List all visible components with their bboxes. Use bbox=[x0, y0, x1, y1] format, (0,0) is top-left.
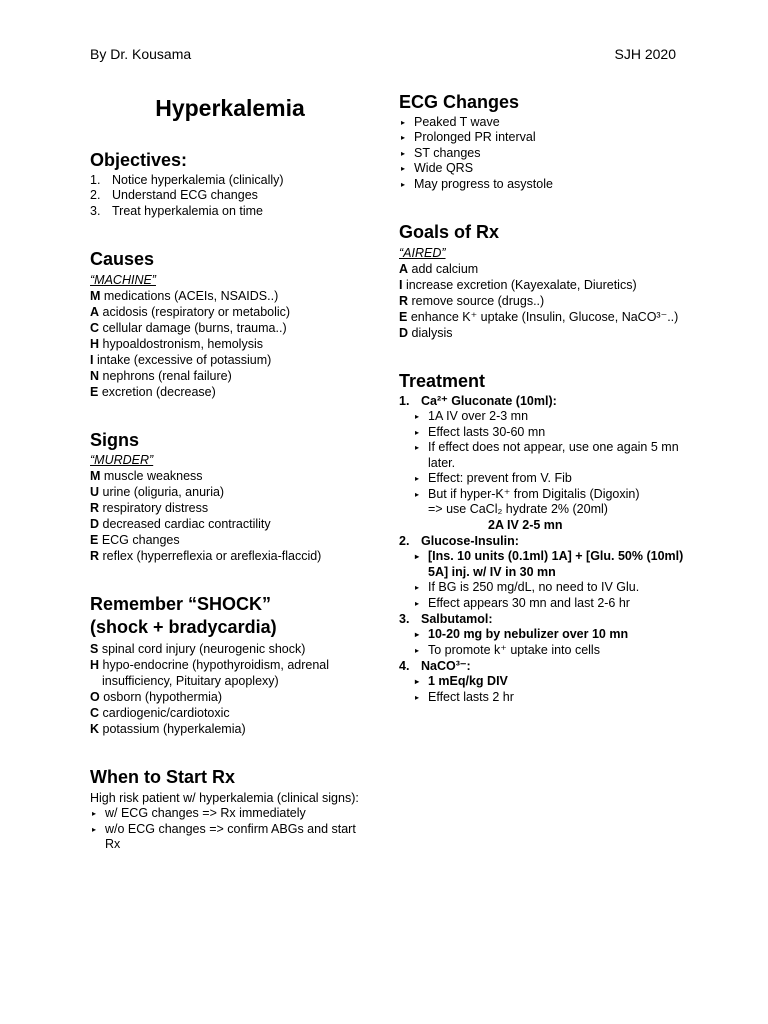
goals-text: increase excretion (Kayexalate, Diuretics) bbox=[402, 277, 637, 292]
signs-item bbox=[90, 532, 370, 548]
signs-letter: R bbox=[90, 501, 100, 516]
objectives-section bbox=[90, 150, 370, 219]
shock-text: cardiogenic/cardiotoxic bbox=[99, 706, 230, 721]
signs-text: ECG changes bbox=[98, 533, 180, 548]
when-start-item bbox=[90, 822, 370, 853]
objectives-heading: Objectives: bbox=[90, 150, 188, 170]
signs-item bbox=[90, 468, 370, 484]
treatment-bullet-text: To promote k⁺ uptake into cells bbox=[428, 642, 600, 657]
goals-mnemonic: “AIRED” bbox=[399, 245, 446, 260]
treatment-step-title bbox=[399, 658, 699, 674]
shock-heading-line2: (shock + bradycardia) bbox=[90, 616, 277, 637]
causes-section bbox=[90, 249, 370, 400]
causes-item bbox=[90, 336, 370, 352]
signs-text: decreased cardiac contractility bbox=[99, 517, 271, 532]
signs-text: urine (oliguria, anuria) bbox=[99, 485, 225, 500]
author-label: By Dr. Kousama bbox=[90, 46, 192, 62]
ecg-heading: ECG Changes bbox=[399, 92, 520, 112]
goals-letter: I bbox=[399, 277, 403, 292]
treatment-list bbox=[399, 393, 699, 705]
treatment-dose-line: 2A IV 2-5 mn bbox=[488, 517, 563, 532]
objective-text: Understand ECG changes bbox=[112, 188, 258, 203]
causes-letter: N bbox=[90, 368, 100, 383]
bullet-icon: ▸ bbox=[415, 474, 420, 484]
objective-number: 1. bbox=[90, 172, 101, 187]
shock-letter: C bbox=[90, 706, 100, 721]
bullet-icon: ▸ bbox=[401, 179, 406, 189]
treatment-use-line: => use CaCl₂ hydrate 2% (20ml) bbox=[428, 502, 608, 517]
course-code-label: SJH 2020 bbox=[614, 46, 676, 62]
shock-section bbox=[90, 594, 370, 737]
treatment-step-name: Salbutamol: bbox=[421, 612, 493, 627]
treatment-step-number: 2. bbox=[399, 534, 410, 549]
causes-text: acidosis (respiratory or metabolic) bbox=[99, 304, 291, 319]
treatment-bullet-text: [Ins. 10 units (0.1ml) 1A] + [Glu. 50% (10ml) 5A] inj. w/ IV in 30 mn bbox=[428, 549, 684, 579]
shock-letter: H bbox=[90, 658, 100, 673]
shock-letter: O bbox=[90, 690, 100, 705]
treatment-bullet-text: Effect appears 30 mn and last 2-6 hr bbox=[428, 595, 630, 610]
objective-number: 3. bbox=[90, 203, 101, 218]
causes-letter: C bbox=[90, 320, 100, 335]
objective-item bbox=[90, 188, 370, 204]
treatment-bullet-text: But if hyper-K⁺ from Digitalis (Digoxin) bbox=[428, 486, 640, 501]
bullet-icon: ▸ bbox=[415, 598, 420, 608]
treatment-bullet bbox=[413, 674, 699, 690]
treatment-step-bullets bbox=[413, 627, 699, 658]
ecg-text: Peaked T wave bbox=[414, 114, 500, 129]
signs-section bbox=[90, 430, 370, 565]
treatment-step-title bbox=[399, 611, 699, 627]
ecg-text: Wide QRS bbox=[414, 161, 474, 176]
causes-text: excretion (decrease) bbox=[98, 384, 216, 399]
treatment-step-name: Ca²⁺ Gluconate (10ml): bbox=[421, 394, 557, 409]
treatment-section bbox=[399, 371, 699, 706]
shock-item bbox=[90, 721, 370, 737]
ecg-text: ST changes bbox=[414, 145, 481, 160]
treatment-bullet bbox=[413, 425, 699, 441]
causes-text: nephrons (renal failure) bbox=[99, 368, 232, 383]
signs-mnemonic: “MURDER” bbox=[90, 453, 154, 468]
bullet-icon: ▸ bbox=[92, 809, 97, 819]
causes-heading: Causes bbox=[90, 249, 155, 270]
causes-mnemonic: “MACHINE” bbox=[90, 272, 156, 287]
shock-text: hypo-endocrine (hypothyroidism, adrenal insufficiency, Pituitary apoplexy) bbox=[99, 658, 330, 689]
objective-text: Treat hyperkalemia on time bbox=[112, 203, 263, 218]
treatment-bullet-text: Effect lasts 2 hr bbox=[428, 689, 514, 704]
treatment-bullet bbox=[413, 643, 699, 659]
causes-item bbox=[90, 384, 370, 400]
when-start-section bbox=[90, 767, 370, 852]
treatment-step-bullets bbox=[413, 409, 699, 502]
goals-item bbox=[399, 293, 699, 309]
objective-item bbox=[90, 204, 370, 220]
signs-letter: D bbox=[90, 517, 100, 532]
bullet-icon: ▸ bbox=[401, 117, 406, 127]
objective-item bbox=[90, 173, 370, 189]
treatment-step-title bbox=[399, 533, 699, 549]
ecg-item bbox=[399, 177, 699, 193]
ecg-bullets bbox=[399, 115, 699, 193]
bullet-icon: ▸ bbox=[401, 148, 406, 158]
signs-text: respiratory distress bbox=[99, 501, 209, 516]
causes-text: hypoaldostronism, hemolysis bbox=[99, 336, 263, 351]
shock-item bbox=[90, 657, 370, 689]
causes-item bbox=[90, 352, 370, 368]
treatment-step-bullets bbox=[413, 549, 699, 611]
goals-letter: R bbox=[399, 293, 409, 308]
when-start-item bbox=[90, 806, 370, 822]
treatment-bullet bbox=[413, 440, 699, 471]
bullet-icon: ▸ bbox=[415, 489, 420, 499]
causes-text: medications (ACEIs, NSAIDS..) bbox=[100, 288, 279, 303]
objective-text: Notice hyperkalemia (clinically) bbox=[112, 172, 284, 187]
shock-text: osborn (hypothermia) bbox=[99, 690, 223, 705]
objective-number: 2. bbox=[90, 188, 101, 203]
shock-item bbox=[90, 641, 370, 657]
goals-section bbox=[399, 222, 699, 341]
causes-text: cellular damage (burns, trauma..) bbox=[99, 320, 287, 335]
goals-heading: Goals of Rx bbox=[399, 222, 500, 243]
goals-letter: D bbox=[399, 325, 409, 340]
ecg-item bbox=[399, 146, 699, 162]
goals-item bbox=[399, 309, 699, 325]
treatment-heading: Treatment bbox=[399, 370, 486, 391]
when-start-intro: High risk patient w/ hyperkalemia (clinical signs): bbox=[90, 791, 359, 806]
goals-text: enhance K⁺ uptake (Insulin, Glucose, NaCO³⁻..) bbox=[407, 309, 679, 324]
shock-letter: K bbox=[90, 722, 100, 737]
signs-letter: R bbox=[90, 549, 100, 564]
signs-item bbox=[90, 548, 370, 564]
shock-heading-line1: Remember “SHOCK” bbox=[90, 594, 272, 615]
causes-item bbox=[90, 304, 370, 320]
treatment-bullet-text: 1 mEq/kg DIV bbox=[428, 674, 508, 689]
ecg-item bbox=[399, 115, 699, 131]
objectives-list bbox=[90, 173, 370, 220]
goals-item bbox=[399, 325, 699, 341]
treatment-step-name: NaCO³⁻: bbox=[421, 659, 471, 674]
signs-letter: M bbox=[90, 469, 101, 484]
bullet-icon: ▸ bbox=[401, 164, 406, 174]
bullet-icon: ▸ bbox=[415, 692, 420, 702]
shock-letter: S bbox=[90, 642, 99, 657]
right-column bbox=[399, 92, 699, 735]
treatment-bullet-text: Effect lasts 30-60 mn bbox=[428, 424, 546, 439]
treatment-bullet bbox=[413, 596, 699, 612]
bullet-icon: ▸ bbox=[401, 133, 406, 143]
causes-item bbox=[90, 368, 370, 384]
left-column bbox=[90, 95, 370, 883]
goals-text: dialysis bbox=[408, 325, 453, 340]
shock-item bbox=[90, 705, 370, 721]
causes-letter: H bbox=[90, 336, 100, 351]
treatment-bullet bbox=[413, 487, 699, 503]
ecg-item bbox=[399, 161, 699, 177]
signs-heading: Signs bbox=[90, 429, 140, 450]
shock-list bbox=[90, 641, 370, 737]
bullet-icon: ▸ bbox=[415, 412, 420, 422]
bullet-icon: ▸ bbox=[92, 824, 97, 834]
goals-item bbox=[399, 261, 699, 277]
signs-letter: E bbox=[90, 533, 99, 548]
bullet-icon: ▸ bbox=[415, 427, 420, 437]
treatment-bullet bbox=[413, 627, 699, 643]
signs-item bbox=[90, 484, 370, 500]
bullet-icon: ▸ bbox=[415, 677, 420, 687]
shock-text: spinal cord injury (neurogenic shock) bbox=[98, 642, 306, 657]
bullet-icon: ▸ bbox=[415, 645, 420, 655]
signs-list bbox=[90, 468, 370, 564]
treatment-bullet bbox=[413, 409, 699, 425]
bullet-icon: ▸ bbox=[415, 443, 420, 453]
signs-letter: U bbox=[90, 485, 100, 500]
treatment-bullet bbox=[413, 580, 699, 596]
treatment-step-number: 3. bbox=[399, 612, 410, 627]
treatment-bullet bbox=[413, 690, 699, 706]
goals-text: remove source (drugs..) bbox=[408, 293, 545, 308]
bullet-icon: ▸ bbox=[415, 630, 420, 640]
signs-text: muscle weakness bbox=[100, 469, 203, 484]
shock-item bbox=[90, 689, 370, 705]
causes-letter: A bbox=[90, 304, 100, 319]
causes-letter: I bbox=[90, 352, 94, 367]
signs-item bbox=[90, 500, 370, 516]
when-start-heading: When to Start Rx bbox=[90, 767, 236, 788]
ecg-item bbox=[399, 130, 699, 146]
signs-text: reflex (hyperreflexia or areflexia-flaccid) bbox=[99, 549, 322, 564]
shock-text: potassium (hyperkalemia) bbox=[99, 722, 246, 737]
treatment-step-bullets bbox=[413, 674, 699, 705]
treatment-bullet bbox=[413, 549, 699, 580]
page-title: Hyperkalemia bbox=[155, 95, 305, 121]
causes-letter: E bbox=[90, 384, 99, 399]
when-start-text: w/o ECG changes => confirm ABGs and start Rx bbox=[105, 821, 356, 852]
ecg-text: May progress to asystole bbox=[414, 176, 553, 191]
goals-letter: A bbox=[399, 261, 409, 276]
treatment-bullet-text: If BG is 250 mg/dL, no need to IV Glu. bbox=[428, 580, 640, 595]
treatment-bullet-text: 1A IV over 2-3 mn bbox=[428, 409, 529, 424]
goals-item bbox=[399, 277, 699, 293]
bullet-icon: ▸ bbox=[415, 552, 420, 562]
treatment-step-name: Glucose-Insulin: bbox=[421, 534, 519, 549]
when-start-text: w/ ECG changes => Rx immediately bbox=[105, 806, 306, 821]
treatment-step-number: 1. bbox=[399, 394, 410, 409]
treatment-bullet bbox=[413, 471, 699, 487]
causes-letter: M bbox=[90, 288, 101, 303]
goals-text: add calcium bbox=[408, 261, 479, 276]
treatment-bullet-text: Effect: prevent from V. Fib bbox=[428, 471, 572, 486]
treatment-bullet-text: If effect does not appear, use one again 5 mn later. bbox=[428, 440, 679, 470]
causes-item bbox=[90, 288, 370, 304]
when-start-bullets bbox=[90, 806, 370, 853]
treatment-step-title bbox=[399, 393, 699, 409]
treatment-step-number: 4. bbox=[399, 659, 410, 674]
causes-item bbox=[90, 320, 370, 336]
treatment-bullet-text: 10-20 mg by nebulizer over 10 mn bbox=[428, 627, 629, 642]
causes-list bbox=[90, 288, 370, 400]
causes-text: intake (excessive of potassium) bbox=[93, 352, 272, 367]
bullet-icon: ▸ bbox=[415, 583, 420, 593]
ecg-section bbox=[399, 92, 699, 192]
goals-list bbox=[399, 261, 699, 341]
goals-letter: E bbox=[399, 309, 408, 324]
ecg-text: Prolonged PR interval bbox=[414, 130, 536, 145]
signs-item bbox=[90, 516, 370, 532]
